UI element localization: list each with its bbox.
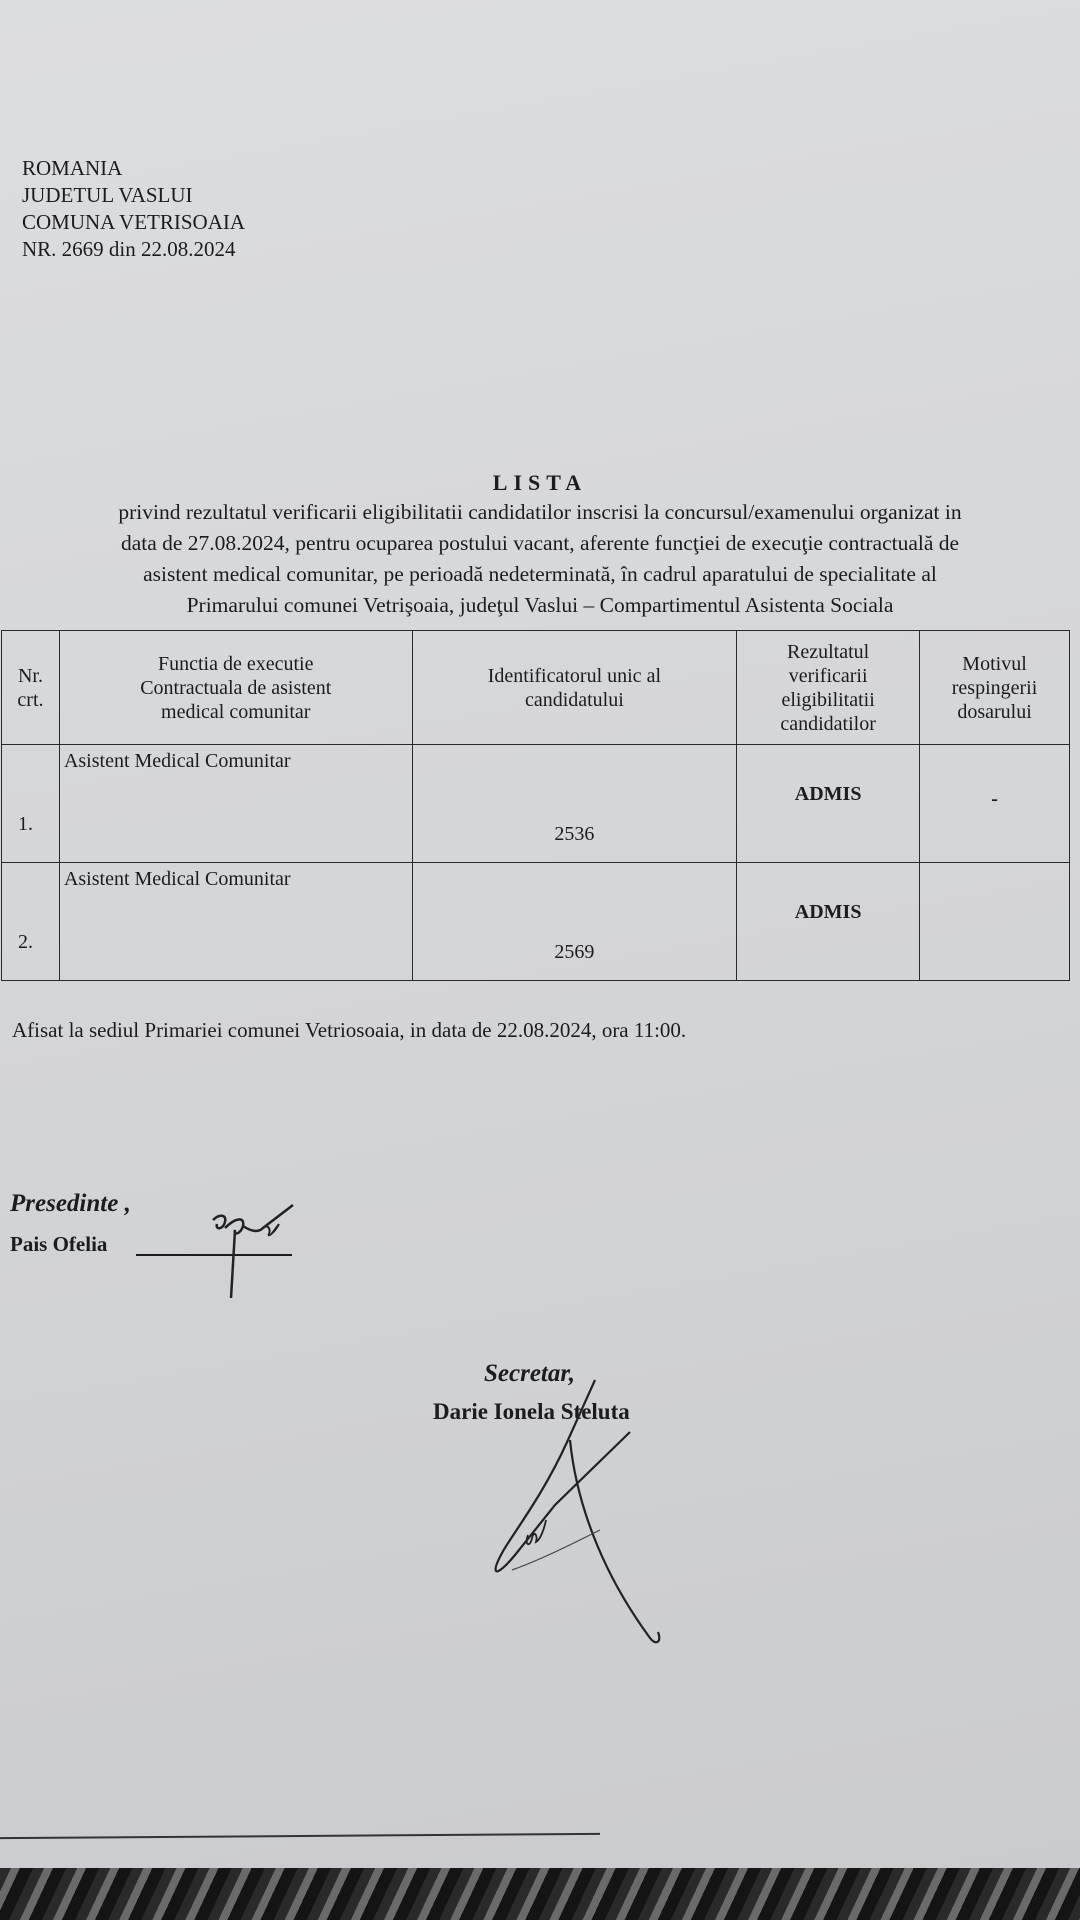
document-intro <box>22 497 1058 621</box>
header-rejection-reason: Motivul respingerii dosarului <box>920 631 1070 745</box>
president-name: Pais Ofelia <box>10 1232 108 1256</box>
cell-rejection-reason <box>920 863 1070 981</box>
intro-line: data de 27.08.2024, pentru ocuparea postului vacant, aferente funcţiei de execuţie contractuală de <box>120 531 960 555</box>
cell-nr: 2. <box>2 863 60 981</box>
results-table <box>1 630 1070 981</box>
posting-note: Afisat la sediul Primariei comunei Vetriosoaia, in data de 22.08.2024, ora 11:00. <box>12 1018 687 1042</box>
document-title: LISTA <box>492 470 588 495</box>
background-surface <box>0 1868 1080 1920</box>
secretary-role: Secretar, <box>484 1360 575 1387</box>
header-nr-crt: Nr. crt. <box>2 631 60 745</box>
intro-line: privind rezultatul verificarii eligibilitatii candidatilor inscrisi la concursul/examenului organizat in <box>118 500 962 524</box>
header-function: Functia de executie Contractuala de asistent medical comunitar <box>59 631 412 745</box>
document-header <box>22 155 245 263</box>
cell-function: Asistent Medical Comunitar <box>59 745 412 863</box>
table-row <box>2 745 1070 863</box>
intro-line: asistent medical comunitar, pe perioadă nedeterminată, în cadrul aparatului de specialitate al <box>143 562 937 586</box>
president-role: Presedinte , <box>10 1190 131 1217</box>
cell-result: ADMIS <box>737 745 920 863</box>
secretary-signature-icon <box>480 1370 680 1660</box>
cell-result: ADMIS <box>737 863 920 981</box>
header-county: JUDETUL VASLUI <box>22 183 193 207</box>
president-signature-icon <box>205 1200 305 1305</box>
cell-identifier: 2536 <box>412 745 737 863</box>
cell-identifier: 2569 <box>412 863 737 981</box>
cell-rejection-reason: - <box>920 745 1070 863</box>
table-header-row <box>2 631 1070 745</box>
header-result: Rezultatul verificarii eligibilitatii candidatilor <box>737 631 920 745</box>
page-bottom-line <box>0 1833 600 1839</box>
header-registration-number: NR. 2669 din 22.08.2024 <box>22 237 236 261</box>
intro-line: Primarului comunei Vetrişoaia, judeţul Vaslui – Compartimentul Asistenta Sociala <box>186 593 894 617</box>
header-country: ROMANIA <box>22 156 123 180</box>
secretary-name: Darie Ionela Steluta <box>433 1399 630 1424</box>
table-row <box>2 863 1070 981</box>
cell-nr: 1. <box>2 745 60 863</box>
header-identifier: Identificatorul unic al candidatului <box>412 631 737 745</box>
cell-function: Asistent Medical Comunitar <box>59 863 412 981</box>
header-commune: COMUNA VETRISOAIA <box>22 210 246 234</box>
